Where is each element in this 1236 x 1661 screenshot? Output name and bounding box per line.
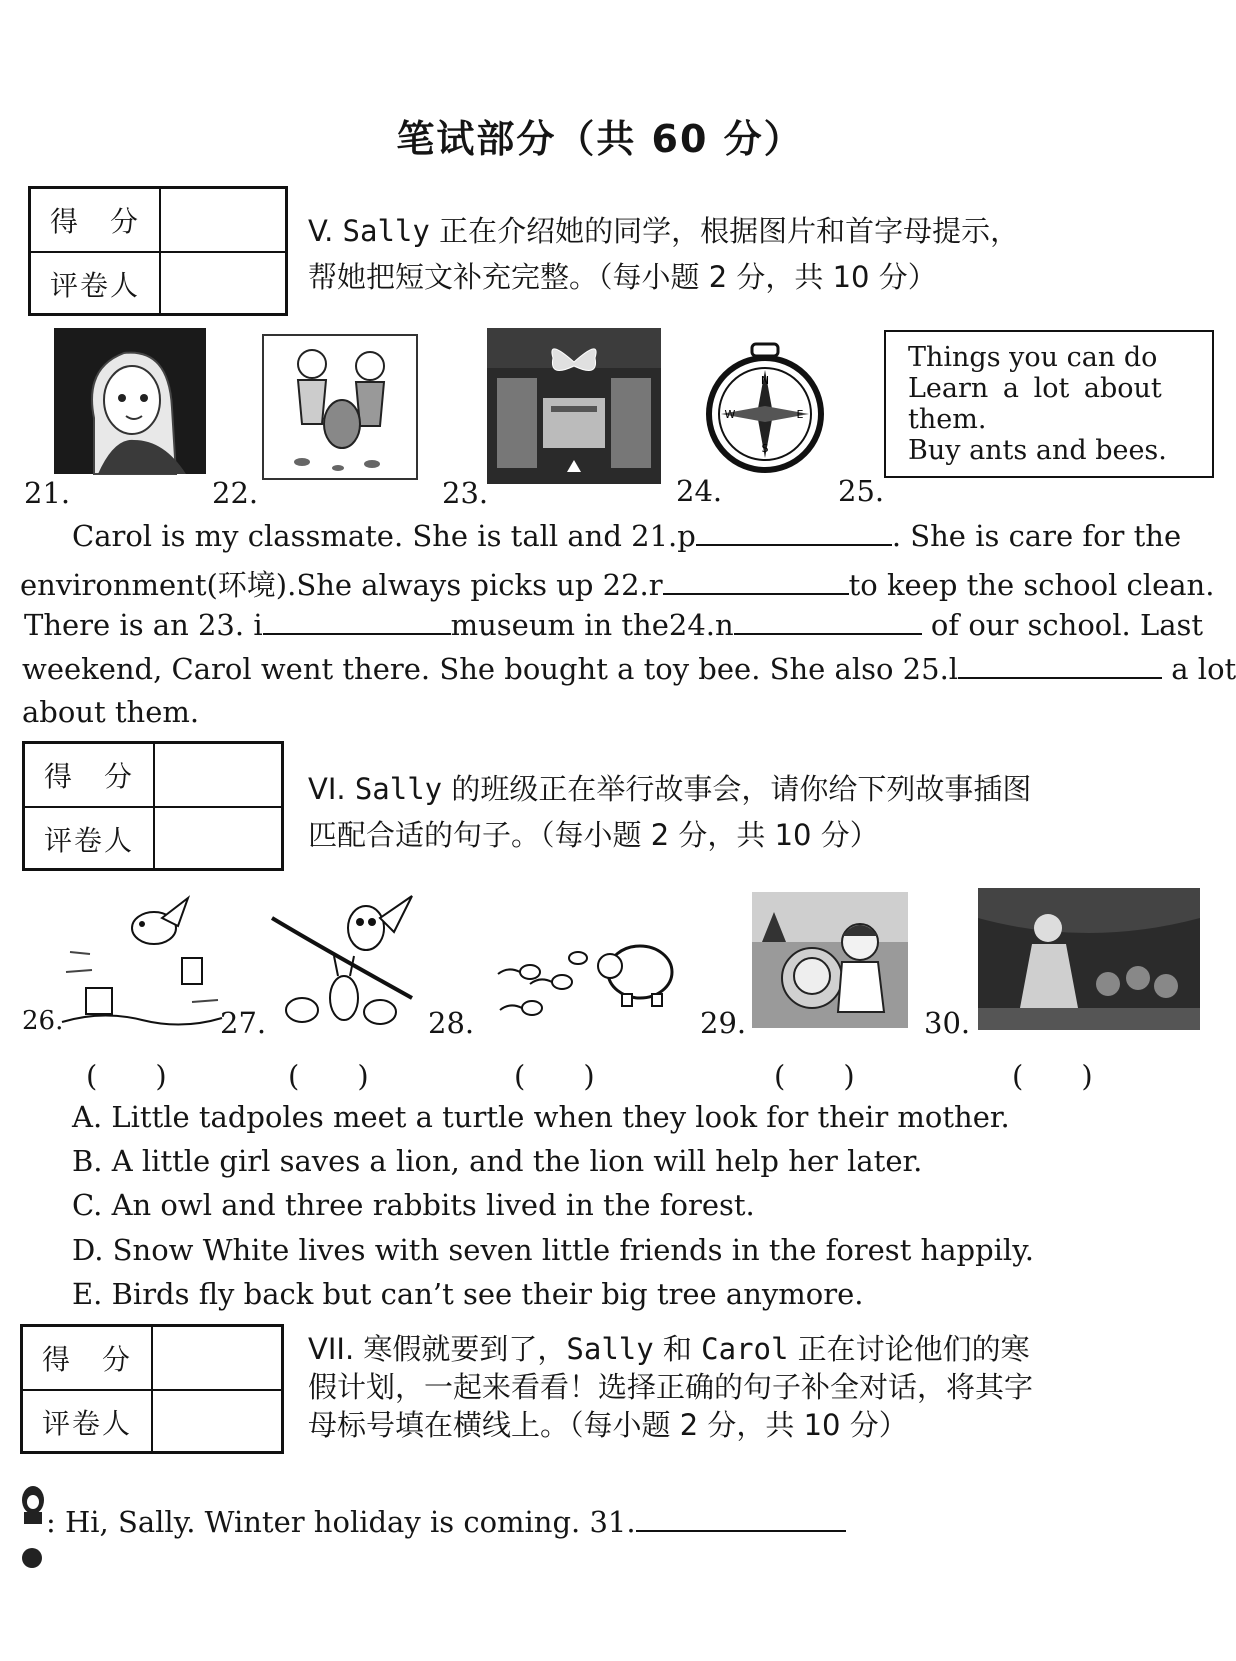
speaker-avatar [20, 1546, 44, 1561]
grader-label: 评卷人 [25, 808, 155, 870]
section7-roman: VII. [308, 1332, 364, 1366]
section7-name2: Carol [701, 1332, 789, 1366]
picture-tadpoles-turtle [488, 936, 688, 1032]
passage-text: weekend, Carol went there. She bought a toy bee. She also 25.l [22, 652, 959, 686]
section6-instruction [308, 766, 1031, 858]
section7-instruction-pre: 寒假就要到了， [363, 1332, 567, 1366]
passage-line-1 [72, 518, 1181, 553]
score-row [25, 744, 281, 806]
section7-instruction-rest: 正在讨论他们的寒 [788, 1332, 1030, 1366]
score-label: 得 分 [31, 189, 161, 251]
compass-w: W [724, 408, 736, 421]
note-line: Buy ants and bees. [908, 435, 1167, 466]
picture-number-21: 21. [24, 476, 71, 510]
section7-instruction-line3: 母标号填在横线上。（每小题 2 分，共 10 分） [308, 1408, 908, 1442]
speaker-avatar [20, 1484, 46, 1524]
blank-23[interactable] [263, 607, 451, 635]
picture-number-29: 29. [700, 1006, 747, 1040]
note-line: Learn a lot about [908, 373, 1162, 404]
picture-bird-stumps [62, 892, 222, 1030]
answer-paren-29[interactable]: ( ) [774, 1059, 855, 1093]
passage-line-4 [22, 651, 1236, 686]
section6-roman: VI. [308, 772, 355, 806]
section5-name: Sally [342, 214, 430, 248]
section6-instruction-rest: 的班级正在举行故事会，请你给下列故事插图 [442, 772, 1032, 806]
option-e: E. Birds fly back but can’t see their big tree anymore. [72, 1277, 864, 1311]
section7-name: Sally [566, 1332, 654, 1366]
option-c: C. An owl and three rabbits lived in the forest. [72, 1188, 755, 1222]
section5-instruction [308, 208, 1019, 300]
grader-row [31, 251, 285, 315]
note-box [884, 330, 1214, 478]
passage-text: There is an 23. i [24, 608, 263, 642]
picture-snow-white [978, 888, 1200, 1030]
section7-instruction [308, 1330, 1033, 1444]
section7-instruction-line2: 假计划，一起来看看！选择正确的句子补全对话，将其字 [308, 1370, 1034, 1404]
score-row [23, 1327, 281, 1389]
option-d: D. Snow White lives with seven little friends in the forest happily. [72, 1233, 1034, 1267]
option-b: B. A little girl saves a lion, and the lion will help her later. [72, 1144, 923, 1178]
answer-paren-26[interactable]: ( ) [86, 1059, 167, 1093]
score-box-section5 [28, 186, 288, 316]
picture-kids-litter [262, 334, 418, 480]
section5-roman: V. [308, 214, 343, 248]
grader-row [23, 1389, 281, 1453]
compass-n: N [760, 374, 770, 387]
passage-text: . She is care for the [891, 519, 1182, 553]
passage-text: a lot [1171, 652, 1236, 686]
picture-insect-museum [487, 328, 661, 484]
passage-line-3 [24, 607, 1203, 642]
blank-25[interactable] [958, 651, 1162, 679]
grader-row [25, 806, 281, 870]
passage-text: environment(环境).She always picks up 22.r [20, 568, 663, 602]
picture-girl [54, 328, 206, 474]
note-line: them. [908, 404, 987, 435]
section6-instruction-line1 [308, 766, 1031, 812]
section6-name: Sally [354, 772, 443, 806]
picture-number-23: 23. [442, 476, 489, 510]
answer-paren-28[interactable]: ( ) [514, 1059, 595, 1093]
score-box-section6 [22, 741, 284, 871]
score-label: 得 分 [25, 744, 155, 806]
blank-31[interactable] [636, 1504, 846, 1532]
answer-paren-27[interactable]: ( ) [288, 1059, 369, 1093]
passage-line-2 [20, 563, 1214, 604]
grader-label: 评卷人 [23, 1391, 153, 1453]
section5-instruction-line2: 帮她把短文补充完整。（每小题 2 分，共 10 分） [308, 260, 937, 294]
section7-and: 和 [653, 1332, 702, 1366]
section6-instruction-line2: 匹配合适的句子。（每小题 2 分，共 10 分） [308, 818, 879, 852]
picture-number-25: 25. [838, 474, 885, 508]
score-label: 得 分 [23, 1327, 153, 1389]
passage-text: to keep the school clean. [848, 568, 1215, 602]
answer-paren-30[interactable]: ( ) [1012, 1059, 1093, 1093]
picture-number-28: 28. [428, 1006, 475, 1040]
option-a: A. Little tadpoles meet a turtle when they look for their mother. [72, 1100, 1010, 1134]
passage-text: of our school. Last [921, 608, 1204, 642]
passage-text: museum in the24.n [450, 608, 734, 642]
picture-number-22: 22. [212, 476, 259, 510]
picture-number-26: 26. [22, 1006, 64, 1036]
blank-21[interactable] [696, 518, 892, 546]
score-box-section7 [20, 1324, 284, 1454]
picture-number-30: 30. [924, 1006, 971, 1040]
picture-girl-lion [752, 892, 908, 1028]
page-title: 笔试部分（共 60 分） [396, 117, 804, 161]
section7-instruction-line1 [308, 1330, 1033, 1368]
blank-22[interactable] [663, 567, 849, 595]
picture-compass [700, 340, 830, 482]
note-line: Things you can do [908, 342, 1158, 373]
section5-instruction-line1 [308, 208, 1019, 254]
dialogue-text: : Hi, Sally. Winter holiday is coming. 31. [46, 1505, 636, 1539]
compass-e: E [796, 408, 804, 421]
picture-number-27: 27. [220, 1006, 267, 1040]
section5-instruction-rest: 正在介绍她的同学，根据图片和首字母提示， [429, 214, 1020, 248]
passage-text: Carol is my classmate. She is tall and 21.p [72, 519, 696, 553]
picture-owl-rabbits [262, 888, 422, 1030]
passage-line-5: about them. [22, 695, 200, 729]
compass-s: S [761, 442, 769, 455]
picture-number-24: 24. [676, 474, 723, 508]
score-row [31, 189, 285, 251]
grader-label: 评卷人 [31, 253, 161, 315]
blank-24[interactable] [734, 607, 922, 635]
dialogue-line-31 [46, 1504, 846, 1539]
